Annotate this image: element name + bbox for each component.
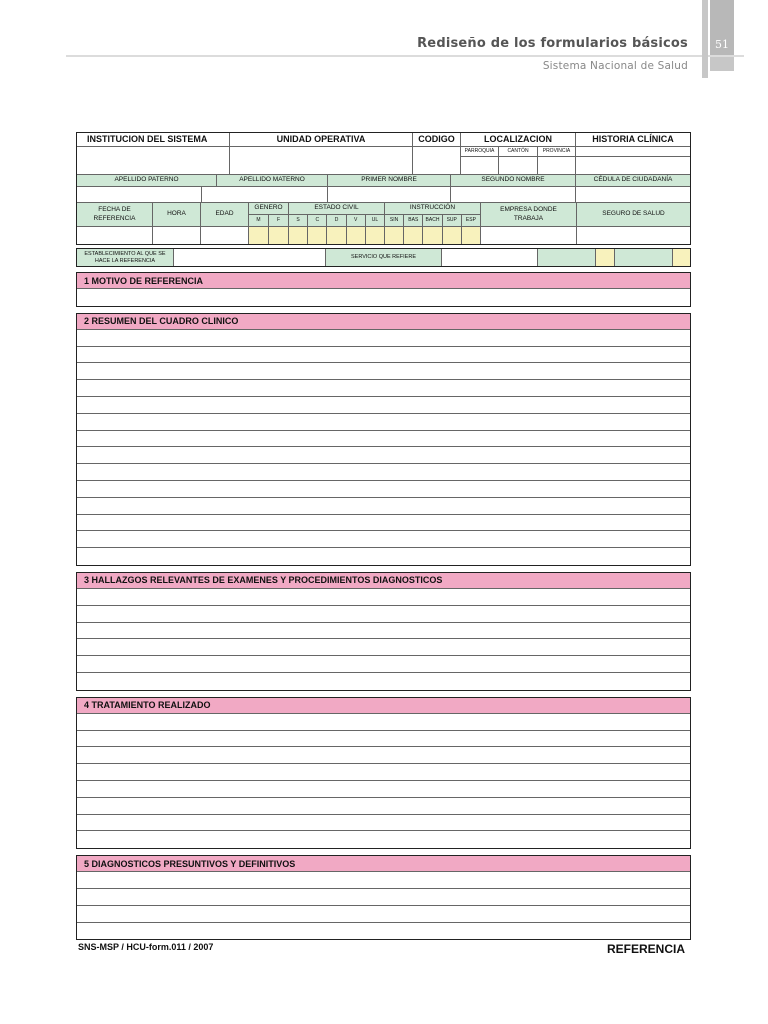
genero-opt-f: F [276, 217, 281, 224]
section-line[interactable] [77, 330, 690, 347]
section-line[interactable] [77, 747, 690, 764]
historia-clinica-label: HISTORIA CLÍNICA [592, 133, 674, 144]
estado-civil-group [289, 203, 385, 226]
section-line[interactable] [77, 831, 690, 848]
codigo-field[interactable] [413, 147, 461, 174]
establecimiento-label: ESTABLECIMIENTO AL QUE SE HACE LA REFERENCIA [77, 249, 174, 266]
section-line[interactable] [77, 347, 690, 364]
instruccion-bas-checkbox[interactable] [404, 227, 423, 244]
section-resumen [76, 313, 691, 566]
genero-opt-m: M [249, 215, 269, 226]
referral-destination-row [76, 248, 691, 267]
referral-option-box-2[interactable] [615, 249, 673, 266]
section-tratamiento [76, 697, 691, 849]
estado-opt-c: C [308, 215, 327, 226]
section-line[interactable] [77, 656, 690, 673]
section-line[interactable] [77, 623, 690, 640]
instruccion-label: INSTRUCCIÓN [385, 203, 480, 215]
provincia-label: PROVINCIA [542, 148, 571, 155]
section-title: 2 RESUMEN DEL CUADRO CLINICO [77, 314, 690, 330]
section-line[interactable] [77, 447, 690, 464]
form-code: SNS-MSP / HCU-form.011 / 2007 [78, 942, 214, 952]
seguro-field[interactable] [577, 227, 690, 244]
referral-checkbox-2[interactable] [673, 249, 690, 266]
section-line[interactable] [77, 906, 690, 923]
parroquia-label: PARROQUIA [461, 147, 499, 156]
section-line[interactable] [77, 781, 690, 798]
instruccion-opt-bach: BACH [423, 215, 442, 226]
section-line[interactable] [77, 380, 690, 397]
estado-d-checkbox[interactable] [327, 227, 346, 244]
fecha-referencia-field[interactable] [77, 227, 153, 244]
institution-header-row [77, 133, 690, 147]
section-line[interactable] [77, 548, 690, 565]
canton-label: CANTÓN [499, 147, 538, 156]
unidad-operativa-label: UNIDAD OPERATIVA [230, 133, 413, 146]
section-title: 3 HALLAZGOS RELEVANTES DE EXAMENES Y PROCEDIMIENTOS DIAGNOSTICOS [77, 573, 690, 589]
instruccion-bach-checkbox[interactable] [423, 227, 442, 244]
demographics-input-row [77, 227, 690, 244]
historia-clinica-group [576, 147, 690, 174]
provincia-field[interactable] [538, 157, 575, 174]
referral-checkbox-1[interactable] [596, 249, 615, 266]
segundo-nombre-label: SEGUNDO NOMBRE [451, 175, 576, 186]
instruccion-sin-checkbox[interactable] [385, 227, 404, 244]
patient-identification-block [76, 132, 691, 245]
instruccion-opt-esp: ESP [465, 217, 476, 224]
estado-v-checkbox[interactable] [347, 227, 366, 244]
section-line[interactable] [77, 889, 690, 906]
section-diagnosticos [76, 855, 691, 940]
institution-input-row [77, 147, 690, 175]
estado-c-checkbox[interactable] [308, 227, 327, 244]
referral-option-box-1[interactable] [538, 249, 596, 266]
section-line[interactable] [77, 589, 690, 606]
section-line[interactable] [77, 639, 690, 656]
estado-s-checkbox[interactable] [289, 227, 308, 244]
genero-m-checkbox[interactable] [249, 227, 269, 244]
empresa-label: EMPRESA DONDE TRABAJA [481, 203, 577, 226]
estado-ul-checkbox[interactable] [366, 227, 385, 244]
section-line[interactable] [77, 798, 690, 815]
header-divider [66, 55, 744, 57]
segundo-nombre-field[interactable] [451, 187, 576, 202]
hora-label: HORA [153, 203, 201, 226]
edad-field[interactable] [201, 227, 249, 244]
section-line[interactable] [77, 515, 690, 532]
apellido-materno-field[interactable] [202, 187, 328, 202]
estado-opt-v: V [347, 215, 366, 226]
genero-label: GENERO [249, 203, 288, 215]
estado-opt-s: S [289, 215, 308, 226]
section-line[interactable] [77, 531, 690, 548]
section-line[interactable] [77, 431, 690, 448]
institucion-label: INSTITUCION DEL SISTEMA [77, 133, 230, 146]
section-line[interactable] [77, 606, 690, 623]
form-type-label: REFERENCIA [607, 942, 686, 956]
cedula-field[interactable] [576, 187, 690, 202]
referral-form [76, 132, 691, 940]
apellido-paterno-label: APELLIDO PATERNO [77, 175, 217, 186]
instruccion-esp-checkbox[interactable] [462, 227, 481, 244]
section-line[interactable] [77, 815, 690, 832]
instruccion-opt-sup: SUP [443, 215, 462, 226]
apellido-paterno-field[interactable] [77, 187, 202, 202]
section-line[interactable] [77, 764, 690, 781]
codigo-label: CODIGO [413, 133, 461, 146]
section-title: 1 MOTIVO DE REFERENCIA [77, 273, 690, 289]
page-number: 51 [710, 0, 734, 55]
localizacion-label: LOCALIZACION [461, 133, 576, 146]
section-title: 4 TRATAMIENTO REALIZADO [77, 698, 690, 714]
apellido-materno-label: APELLIDO MATERNO [217, 175, 328, 186]
section-line[interactable] [77, 731, 690, 748]
primer-nombre-field[interactable] [328, 187, 451, 202]
section-line[interactable] [77, 397, 690, 414]
section-hallazgos [76, 572, 691, 691]
localizacion-group [461, 147, 576, 174]
section-line[interactable] [77, 481, 690, 498]
section-motivo [76, 272, 691, 307]
names-input-row [77, 187, 690, 203]
historia-clinica-field[interactable] [576, 157, 690, 174]
hora-field[interactable] [153, 227, 201, 244]
genero-f-checkbox[interactable] [269, 227, 289, 244]
servicio-label: SERVICIO QUE REFIERE [326, 249, 442, 266]
page-header-subtitle: Sistema Nacional de Salud [542, 60, 688, 72]
establecimiento-field[interactable] [174, 249, 326, 266]
section-line[interactable] [77, 363, 690, 380]
empresa-field[interactable] [481, 227, 577, 244]
unidad-operativa-field[interactable] [230, 147, 413, 174]
estado-opt-d: D [327, 215, 346, 226]
servicio-field[interactable] [442, 249, 538, 266]
section-line[interactable] [77, 673, 690, 690]
page-edge-tab-lower [710, 57, 734, 71]
estado-civil-label: ESTADO CIVIL [289, 203, 384, 215]
demographics-header-row [77, 203, 690, 227]
section-line[interactable] [77, 464, 690, 481]
page-edge-tab [702, 0, 708, 78]
section-line[interactable] [77, 414, 690, 431]
instruccion-group [385, 203, 481, 226]
section-title: 5 DIAGNOSTICOS PRESUNTIVOS Y DEFINITIVOS [77, 856, 690, 872]
fecha-referencia-label: FECHA DE REFERENCIA [77, 203, 153, 226]
cedula-label: CÉDULA DE CIUDADANÍA [593, 176, 673, 184]
primer-nombre-label: PRIMER NOMBRE [328, 175, 451, 186]
seguro-label: SEGURO DE SALUD [602, 210, 665, 218]
institucion-field[interactable] [77, 147, 230, 174]
section-line[interactable] [77, 923, 690, 940]
section-line[interactable] [77, 498, 690, 515]
edad-label: EDAD [201, 203, 249, 226]
names-header-row [77, 175, 690, 187]
instruccion-sup-checkbox[interactable] [443, 227, 462, 244]
parroquia-field[interactable] [461, 157, 499, 174]
genero-group [249, 203, 289, 226]
section-line[interactable] [77, 289, 690, 306]
estado-opt-ul: UL [371, 217, 379, 224]
section-line[interactable] [77, 714, 690, 731]
section-line[interactable] [77, 872, 690, 889]
instruccion-opt-bas: BAS [404, 215, 423, 226]
canton-field[interactable] [499, 157, 538, 174]
page-header-title: Rediseño de los formularios básicos [417, 36, 688, 51]
instruccion-opt-sin: SIN [385, 215, 404, 226]
